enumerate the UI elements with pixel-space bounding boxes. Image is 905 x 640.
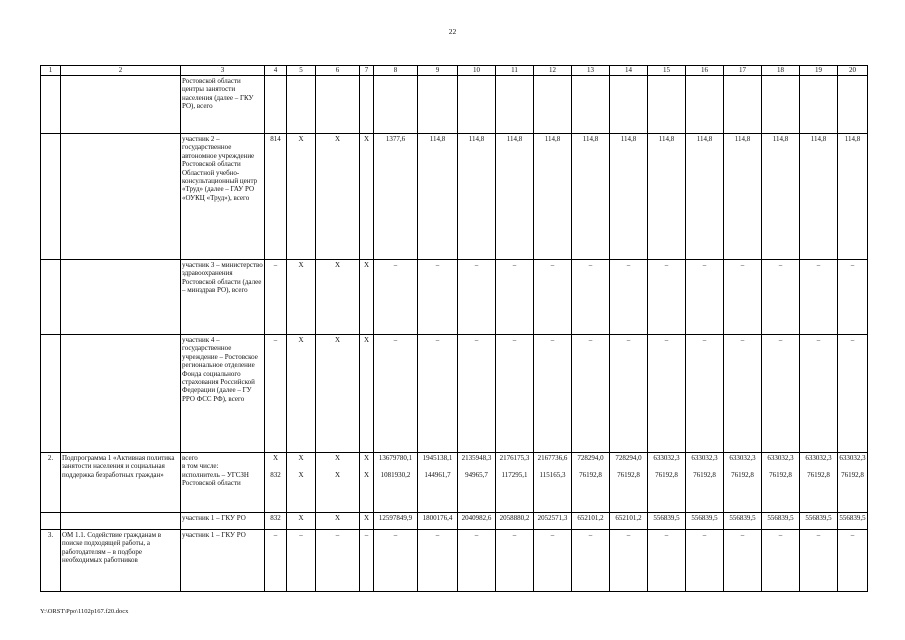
header-cell: 18 bbox=[762, 66, 800, 76]
value-cell bbox=[418, 76, 458, 134]
program-name-cell bbox=[61, 134, 181, 260]
value-cell: 114,8 bbox=[534, 134, 572, 260]
value-cell: X bbox=[360, 335, 374, 453]
participant-cell bbox=[181, 453, 265, 513]
value-cell: – bbox=[374, 335, 418, 453]
value-executor: 76192,8 bbox=[579, 470, 602, 479]
header-cell: 2 bbox=[61, 66, 181, 76]
header-cell: 1 bbox=[41, 66, 61, 76]
value-total: 633032,3 bbox=[691, 454, 718, 462]
header-cell: 4 bbox=[265, 66, 287, 76]
value-cell: 832 bbox=[265, 513, 287, 530]
header-cell: 13 bbox=[572, 66, 610, 76]
value-cell: – bbox=[287, 530, 316, 592]
value-cell: – bbox=[418, 260, 458, 335]
value-cell bbox=[316, 453, 360, 513]
value-cell bbox=[800, 76, 838, 134]
value-cell bbox=[800, 453, 838, 513]
value-cell: – bbox=[418, 530, 458, 592]
row-number-cell bbox=[41, 76, 61, 134]
value-cell bbox=[534, 453, 572, 513]
value-cell: 556839,5 bbox=[724, 513, 762, 530]
value-cell bbox=[287, 453, 316, 513]
table-row bbox=[41, 453, 868, 513]
value-executor: 76192,8 bbox=[731, 470, 754, 479]
value-cell bbox=[534, 76, 572, 134]
value-executor: X bbox=[298, 470, 304, 479]
value-cell bbox=[458, 453, 496, 513]
value-executor: 76192,8 bbox=[655, 470, 678, 479]
value-cell: – bbox=[316, 530, 360, 592]
value-cell: – bbox=[496, 530, 534, 592]
value-total: 2176175,3 bbox=[499, 454, 530, 462]
value-cell: 652101,2 bbox=[572, 513, 610, 530]
header-cell: 14 bbox=[610, 66, 648, 76]
value-cell: – bbox=[610, 260, 648, 335]
header-cell: 11 bbox=[496, 66, 534, 76]
page-number: 22 bbox=[448, 27, 457, 36]
table-row bbox=[41, 530, 868, 592]
value-executor: 144961,7 bbox=[424, 470, 451, 479]
value-cell: – bbox=[838, 530, 868, 592]
value-cell: X bbox=[316, 260, 360, 335]
value-cell: X bbox=[316, 513, 360, 530]
value-cell: – bbox=[572, 260, 610, 335]
program-name-cell bbox=[61, 76, 181, 134]
value-cell: – bbox=[648, 530, 686, 592]
value-cell: – bbox=[265, 530, 287, 592]
value-executor: 1081930,2 bbox=[380, 470, 411, 479]
value-cell bbox=[265, 453, 287, 513]
value-cell bbox=[686, 453, 724, 513]
participant-cell: Ростовской области центры занятости населения (далее – ГКУ РО), всего bbox=[181, 76, 265, 134]
value-cell bbox=[686, 76, 724, 134]
value-total: 633032,3 bbox=[767, 454, 794, 462]
value-cell: 556839,5 bbox=[648, 513, 686, 530]
value-cell: 114,8 bbox=[418, 134, 458, 260]
value-total: 728294,0 bbox=[615, 454, 642, 462]
header-cell: 10 bbox=[458, 66, 496, 76]
program-name-cell bbox=[61, 335, 181, 453]
table-row bbox=[41, 76, 868, 134]
value-cell: 814 bbox=[265, 134, 287, 260]
header-cell: 19 bbox=[800, 66, 838, 76]
value-total: X bbox=[334, 454, 341, 462]
budget-table bbox=[40, 65, 868, 592]
value-executor: 76192,8 bbox=[841, 470, 864, 479]
value-cell: 12597849,9 bbox=[374, 513, 418, 530]
value-cell: – bbox=[610, 530, 648, 592]
value-cell bbox=[418, 453, 458, 513]
value-cell: – bbox=[838, 335, 868, 453]
value-cell bbox=[458, 76, 496, 134]
value-cell: X bbox=[287, 134, 316, 260]
value-cell bbox=[648, 76, 686, 134]
value-cell: X bbox=[360, 513, 374, 530]
value-cell: X bbox=[360, 134, 374, 260]
program-name-cell: Подпрограмма 1 «Активная политика занятости населения и социальная поддержка безработных граждан» bbox=[61, 453, 181, 513]
value-cell: – bbox=[360, 530, 374, 592]
value-total: 2167736,6 bbox=[537, 454, 568, 462]
value-cell: – bbox=[572, 335, 610, 453]
value-cell: 114,8 bbox=[610, 134, 648, 260]
value-total: 1945138,1 bbox=[422, 454, 453, 462]
value-cell: – bbox=[265, 335, 287, 453]
value-cell: – bbox=[724, 260, 762, 335]
value-executor: 832 bbox=[270, 470, 281, 479]
value-cell: 1377,6 bbox=[374, 134, 418, 260]
value-cell bbox=[287, 76, 316, 134]
participant-cell: участник 3 – министерство здравоохранения Ростовской области (далее – минздрав РО), всего bbox=[181, 260, 265, 335]
value-cell bbox=[265, 76, 287, 134]
value-total: 13679780,1 bbox=[378, 454, 413, 462]
table-row bbox=[41, 513, 868, 530]
header-cell: 8 bbox=[374, 66, 418, 76]
participant-cell: участник 1 – ГКУ РО bbox=[181, 530, 265, 592]
value-cell: – bbox=[724, 335, 762, 453]
value-cell: 114,8 bbox=[458, 134, 496, 260]
value-cell bbox=[572, 76, 610, 134]
value-cell: X bbox=[287, 260, 316, 335]
value-cell: X bbox=[360, 260, 374, 335]
value-cell: – bbox=[572, 530, 610, 592]
value-cell: – bbox=[762, 260, 800, 335]
header-cell: 5 bbox=[287, 66, 316, 76]
header-cell: 12 bbox=[534, 66, 572, 76]
value-cell: – bbox=[458, 260, 496, 335]
participant-line: всего bbox=[182, 454, 198, 462]
participant-line: исполнитель – УГСЗН Ростовской области bbox=[182, 470, 249, 488]
program-name-cell: ОМ 1.1. Содействие гражданам в поиске подходящей работы, а работодателям – в подборе необходимых работников bbox=[61, 530, 181, 592]
value-cell bbox=[724, 76, 762, 134]
row-number-cell bbox=[41, 513, 61, 530]
value-cell: – bbox=[458, 335, 496, 453]
value-cell: – bbox=[762, 530, 800, 592]
row-number-cell: 2. bbox=[41, 453, 61, 513]
value-cell: – bbox=[724, 530, 762, 592]
value-executor: X bbox=[334, 470, 341, 479]
value-cell: – bbox=[686, 260, 724, 335]
value-cell: 114,8 bbox=[496, 134, 534, 260]
value-cell bbox=[374, 76, 418, 134]
value-cell: 114,8 bbox=[838, 134, 868, 260]
value-cell: – bbox=[610, 335, 648, 453]
participant-cell: участник 1 – ГКУ РО bbox=[181, 513, 265, 530]
value-total: 633032,3 bbox=[653, 454, 680, 462]
value-cell bbox=[316, 76, 360, 134]
program-name-cell bbox=[61, 513, 181, 530]
table-row bbox=[41, 335, 868, 453]
file-path-footer: Y:\ORST\Ppo\1102p167.f20.docx bbox=[40, 608, 129, 615]
column-number-row bbox=[41, 66, 868, 76]
value-cell: X bbox=[287, 335, 316, 453]
value-total: X bbox=[298, 454, 304, 462]
value-cell: X bbox=[287, 513, 316, 530]
value-cell: 556839,5 bbox=[838, 513, 868, 530]
value-cell bbox=[838, 453, 868, 513]
value-cell bbox=[610, 76, 648, 134]
value-executor: 115165,3 bbox=[539, 470, 566, 479]
table-row bbox=[41, 134, 868, 260]
value-executor: 94965,7 bbox=[465, 470, 488, 479]
participant-cell: участник 2 – государственное автономное учреждение Ростовской области Областной учебно-консультационный центр «Труд» (далее – ГАУ РО «ОУКЦ «Труд»), всего bbox=[181, 134, 265, 260]
value-cell: – bbox=[496, 335, 534, 453]
value-cell: – bbox=[496, 260, 534, 335]
value-cell bbox=[360, 453, 374, 513]
value-cell: 556839,5 bbox=[762, 513, 800, 530]
header-cell: 17 bbox=[724, 66, 762, 76]
value-total: 728294,0 bbox=[577, 454, 604, 462]
value-cell: 556839,5 bbox=[686, 513, 724, 530]
value-cell bbox=[610, 453, 648, 513]
value-cell: 2058880,2 bbox=[496, 513, 534, 530]
value-cell: – bbox=[534, 335, 572, 453]
participant-cell: участник 4 – государственное учреждение – Ростовское региональное отделение Фонда социального страхования Российской Федерации (далее – ГУ РРО ФСС РФ), всего bbox=[181, 335, 265, 453]
value-cell: – bbox=[762, 335, 800, 453]
value-total: 2135948,3 bbox=[461, 454, 492, 462]
value-executor: 76192,8 bbox=[693, 470, 716, 479]
value-cell bbox=[648, 453, 686, 513]
value-cell: – bbox=[838, 260, 868, 335]
header-cell: 15 bbox=[648, 66, 686, 76]
value-cell: – bbox=[374, 260, 418, 335]
row-number-cell bbox=[41, 260, 61, 335]
value-cell bbox=[572, 453, 610, 513]
value-cell: – bbox=[265, 260, 287, 335]
value-cell: – bbox=[686, 335, 724, 453]
value-cell: 2052571,3 bbox=[534, 513, 572, 530]
value-cell bbox=[762, 453, 800, 513]
value-cell: – bbox=[800, 260, 838, 335]
value-cell bbox=[724, 453, 762, 513]
value-cell bbox=[496, 453, 534, 513]
value-cell: – bbox=[534, 530, 572, 592]
value-cell: 114,8 bbox=[572, 134, 610, 260]
value-executor: 76192,8 bbox=[769, 470, 792, 479]
value-cell bbox=[838, 76, 868, 134]
value-cell: – bbox=[800, 530, 838, 592]
value-cell bbox=[374, 453, 418, 513]
value-cell: 114,8 bbox=[724, 134, 762, 260]
value-executor: 76192,8 bbox=[617, 470, 640, 479]
header-cell: 20 bbox=[838, 66, 868, 76]
value-total: X bbox=[272, 454, 279, 462]
value-cell bbox=[360, 76, 374, 134]
value-total: 633032,3 bbox=[729, 454, 756, 462]
value-total: X bbox=[363, 454, 370, 462]
value-cell: – bbox=[800, 335, 838, 453]
value-cell: 556839,5 bbox=[800, 513, 838, 530]
value-cell: 652101,2 bbox=[610, 513, 648, 530]
value-cell: – bbox=[686, 530, 724, 592]
header-cell: 6 bbox=[316, 66, 360, 76]
header-cell: 3 bbox=[181, 66, 265, 76]
row-number-cell bbox=[41, 134, 61, 260]
value-cell: – bbox=[534, 260, 572, 335]
row-number-cell: 3. bbox=[41, 530, 61, 592]
value-cell: – bbox=[648, 335, 686, 453]
row-number-cell bbox=[41, 335, 61, 453]
value-cell: 114,8 bbox=[686, 134, 724, 260]
value-cell: – bbox=[418, 335, 458, 453]
value-cell: 2040982,6 bbox=[458, 513, 496, 530]
header-cell: 16 bbox=[686, 66, 724, 76]
value-total: 633032,3 bbox=[839, 454, 866, 462]
value-cell: 114,8 bbox=[800, 134, 838, 260]
table-row bbox=[41, 260, 868, 335]
value-cell: 1800176,4 bbox=[418, 513, 458, 530]
value-cell: – bbox=[648, 260, 686, 335]
value-total: 633032,3 bbox=[805, 454, 832, 462]
value-cell: – bbox=[374, 530, 418, 592]
value-cell: 114,8 bbox=[648, 134, 686, 260]
value-cell bbox=[496, 76, 534, 134]
value-cell: – bbox=[458, 530, 496, 592]
value-executor: X bbox=[363, 470, 370, 479]
value-executor: 76192,8 bbox=[807, 470, 830, 479]
value-cell: 114,8 bbox=[762, 134, 800, 260]
value-cell: X bbox=[316, 335, 360, 453]
participant-line: в том числе: bbox=[182, 462, 219, 471]
value-cell bbox=[762, 76, 800, 134]
value-cell: X bbox=[316, 134, 360, 260]
program-name-cell bbox=[61, 260, 181, 335]
header-cell: 9 bbox=[418, 66, 458, 76]
header-cell: 7 bbox=[360, 66, 374, 76]
value-executor: 117295,1 bbox=[501, 470, 528, 479]
